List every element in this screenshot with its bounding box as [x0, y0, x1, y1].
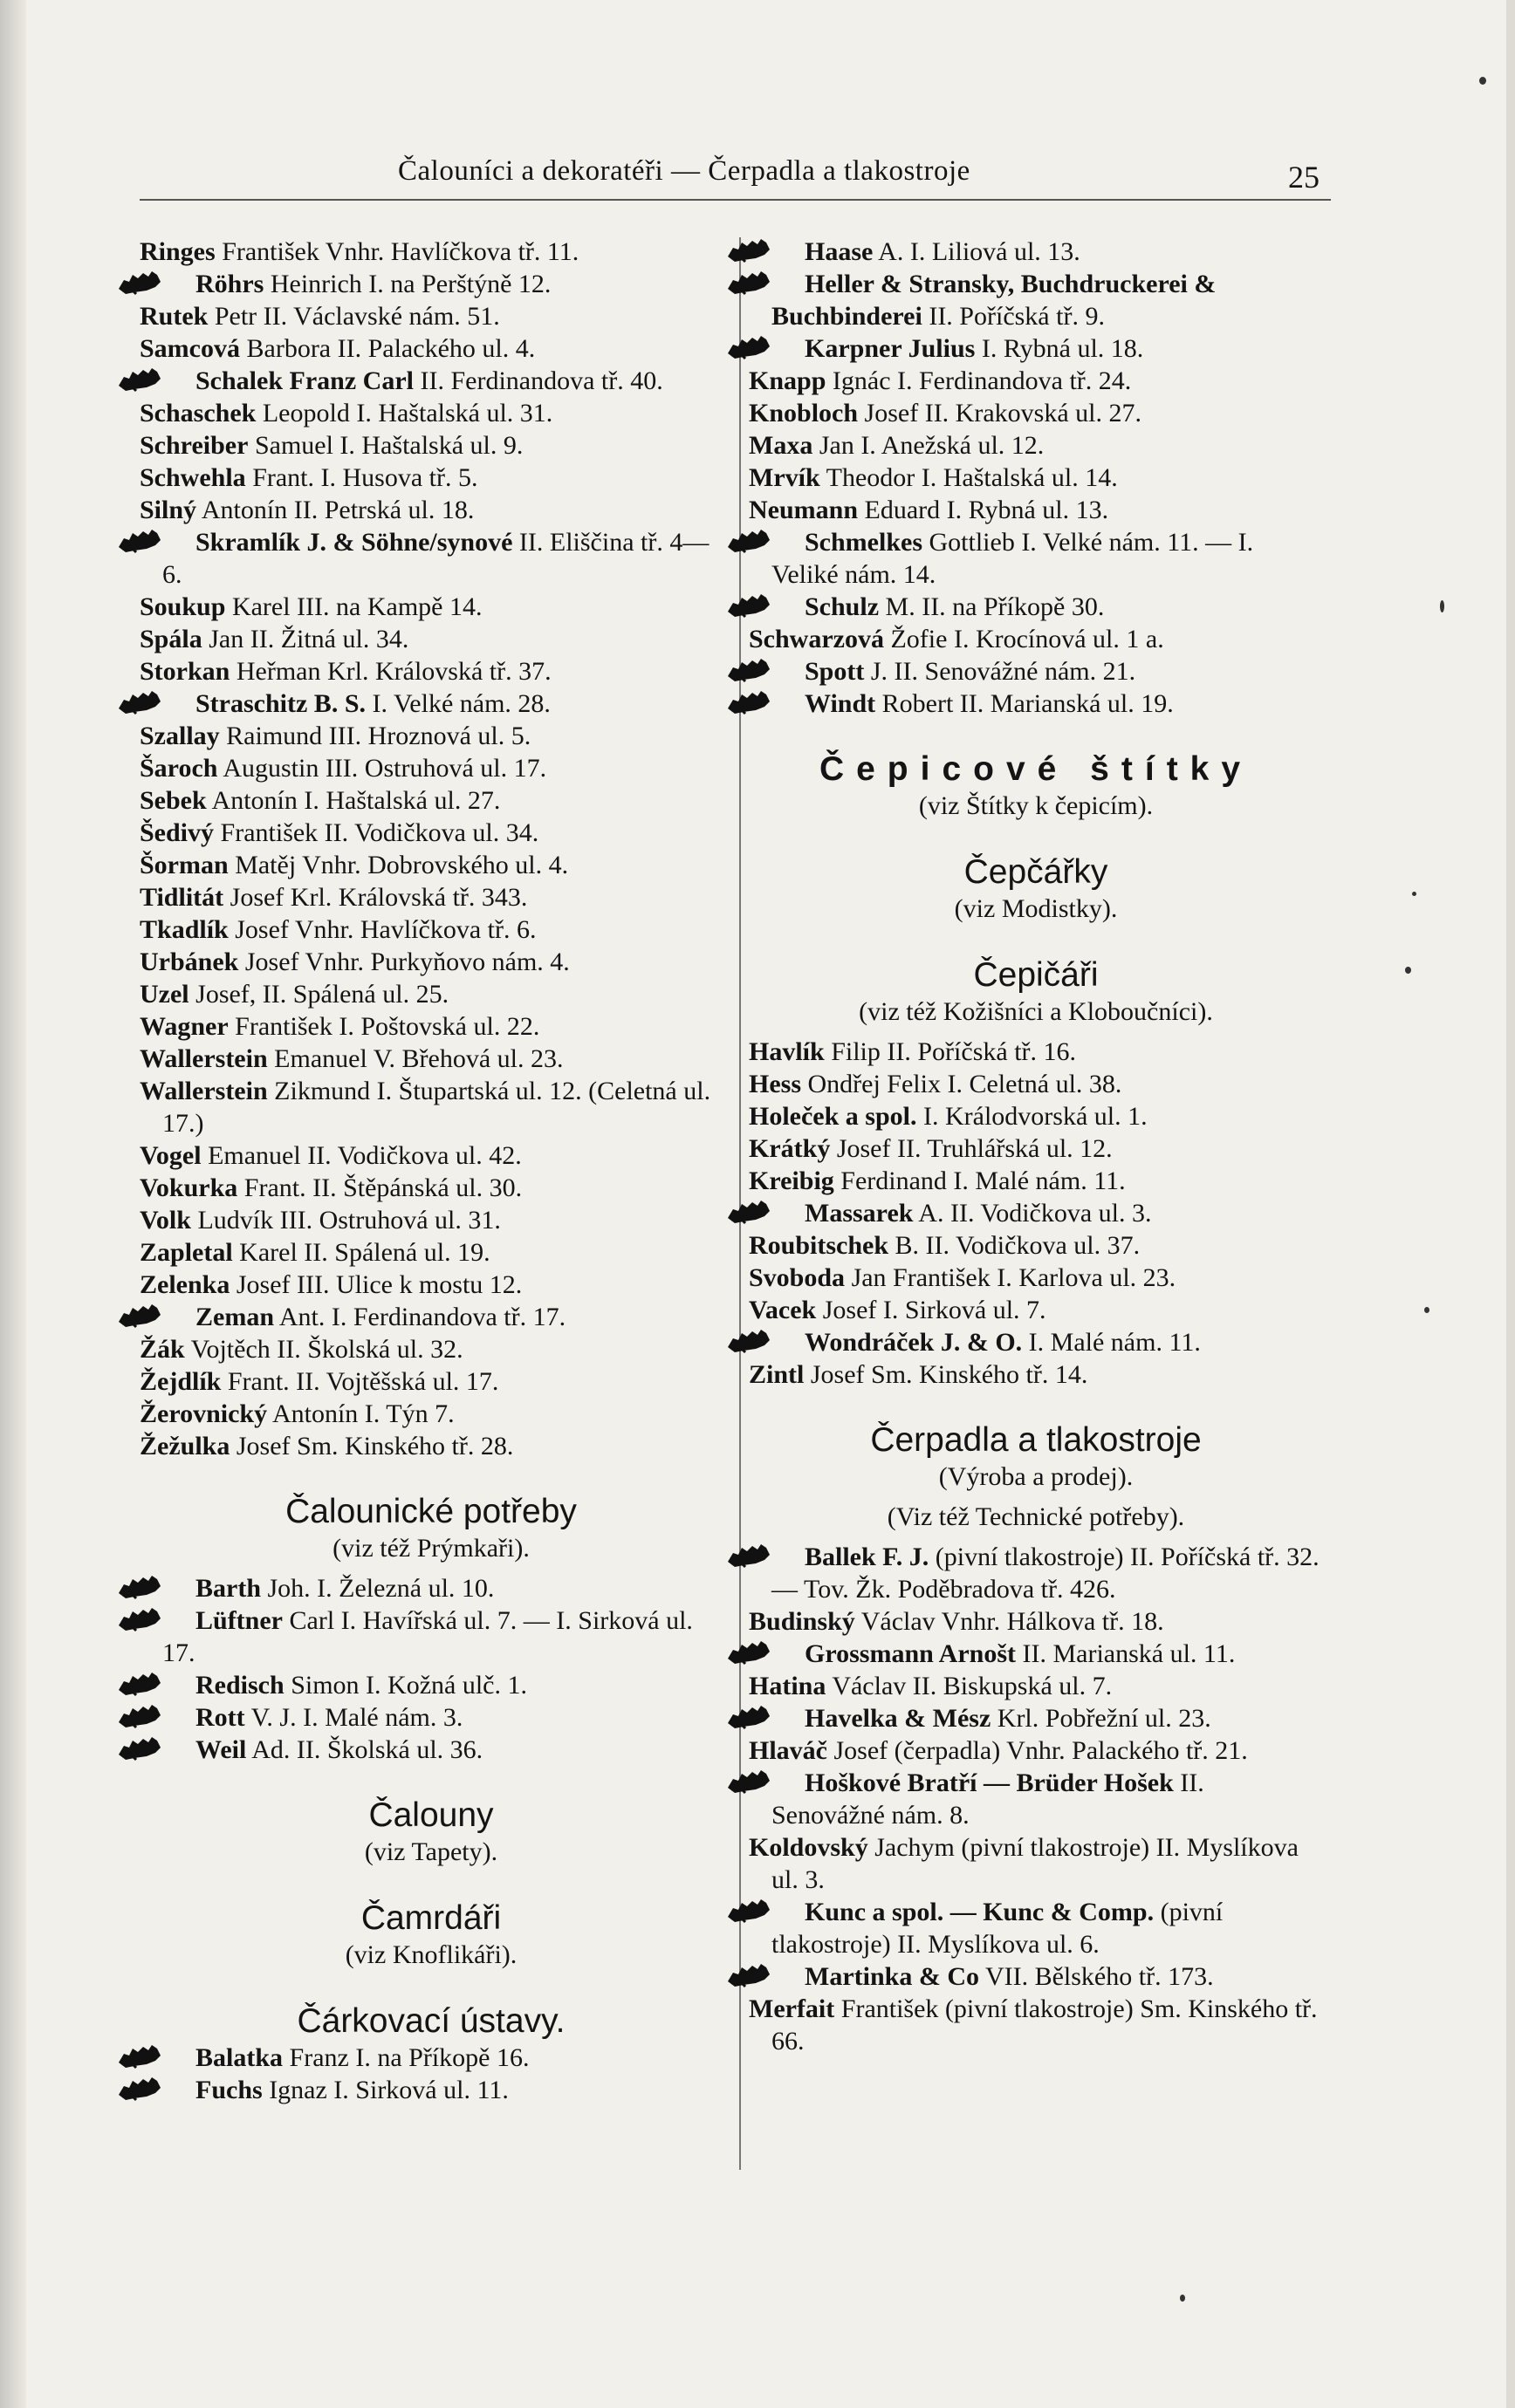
entry-address: Antonín I. Týn 7.: [267, 1399, 455, 1428]
page-number: 25: [1288, 160, 1320, 195]
pointing-hand-icon: [140, 528, 187, 554]
entry-address: Zikmund I. Štupartská ul. 12. (Celetná ul. 17.): [162, 1077, 711, 1138]
entry-address: Filip II. Poříčská tř. 16.: [824, 1037, 1077, 1066]
entry-name: Kunc a spol. — Kunc & Comp.: [805, 1898, 1155, 1926]
pointing-hand-icon: [140, 1703, 187, 1729]
entry-address: Ant. I. Ferdinandova tř. 17.: [274, 1303, 566, 1331]
directory-entry: [749, 623, 1323, 655]
entry-address: A. II. Vodičkova ul. 3.: [913, 1199, 1152, 1228]
directory-entry: [749, 1993, 1323, 2057]
pointing-hand-icon: [749, 689, 796, 715]
directory-entry: [140, 494, 723, 526]
directory-entry: [140, 688, 723, 720]
left-column: [140, 236, 723, 2106]
entry-name: Hlaváč: [749, 1736, 827, 1765]
entry-name: Schmelkes: [805, 528, 922, 557]
entry-name: Šaroch: [140, 754, 218, 783]
pointing-hand-icon: [749, 334, 796, 360]
directory-entry: [749, 1734, 1323, 1767]
entry-address: B. II. Vodičkova ul. 37.: [888, 1231, 1141, 1260]
entry-address: (pivní tlakostroje) II. Poříčská tř. 32. — Tov. Žk. Poděbradova tř. 426.: [771, 1543, 1320, 1604]
entry-name: Vokurka: [140, 1173, 238, 1202]
entry-address: Theodor I. Haštalská ul. 14.: [819, 463, 1118, 492]
directory-entry: [749, 1831, 1323, 1896]
entry-address: Barbora II. Palackého ul. 4.: [240, 334, 536, 363]
directory-entry: [140, 1043, 723, 1075]
entry-address: Josef Sm. Kinského tř. 28.: [230, 1432, 514, 1461]
pointing-hand-icon: [749, 528, 796, 554]
entry-address: II. Poříčská tř. 9.: [922, 302, 1105, 331]
directory-entry: [140, 365, 723, 397]
entry-address: Leopold I. Haštalská ul. 31.: [256, 399, 553, 428]
section-note: (viz též Prýmkaři).: [332, 1534, 530, 1563]
entry-name: Žejdlík: [140, 1367, 222, 1396]
page-header: [140, 155, 1344, 195]
directory-entry: [140, 1204, 723, 1236]
directory-entry: [140, 1572, 723, 1604]
entry-name: Storkan: [140, 657, 230, 686]
entry-address: Ignác I. Ferdinandova tř. 24.: [826, 366, 1132, 395]
entry-address: J. II. Senovážné nám. 21.: [864, 657, 1136, 686]
directory-entry: [749, 1541, 1323, 1605]
entry-name: Ringes: [140, 237, 216, 266]
entry-address: František II. Vodičkova ul. 34.: [214, 818, 539, 847]
pointing-hand-icon: [140, 1574, 187, 1600]
entry-address: Jan I. Anežská ul. 12.: [812, 431, 1045, 460]
print-speck: [1424, 1307, 1429, 1313]
entry-address: II. Senovážné nám. 8.: [771, 1768, 1204, 1830]
entry-name: Windt: [805, 689, 876, 718]
entry-name: Zintl: [749, 1360, 805, 1389]
entry-name: Zelenka: [140, 1270, 230, 1299]
entry-address: Emanuel V. Břehová ul. 23.: [267, 1044, 564, 1073]
section-note: (viz Modistky).: [954, 894, 1118, 923]
entry-address: František Vnhr. Havlíčkova tř. 11.: [215, 237, 579, 266]
entry-name: Karpner Julius: [805, 334, 976, 363]
directory-entry: [140, 1701, 723, 1734]
entry-address: Simon I. Kožná ulč. 1.: [284, 1671, 527, 1700]
right-column: [749, 236, 1323, 2057]
entry-address: Antonín I. Haštalská ul. 27.: [206, 786, 501, 815]
entry-address: VII. Bělského tř. 173.: [978, 1962, 1214, 1991]
entry-name: Spála: [140, 625, 202, 653]
pointing-hand-icon: [749, 1543, 796, 1569]
entry-name: Spott: [805, 657, 865, 686]
directory-entry: [749, 1068, 1323, 1100]
entry-name: Volk: [140, 1206, 191, 1235]
print-speck: [1180, 2295, 1185, 2302]
entry-address: Matěj Vnhr. Dobrovského ul. 4.: [228, 851, 569, 879]
directory-entry: [749, 1197, 1323, 1229]
pointing-hand-icon: [140, 1606, 187, 1632]
entry-address: Emanuel II. Vodičkova ul. 42.: [201, 1141, 522, 1170]
directory-entry: [140, 752, 723, 784]
entry-address: Carl I. Havířská ul. 7. — I. Sirková ul. 17.: [162, 1606, 693, 1667]
entry-name: Soukup: [140, 592, 226, 621]
entry-name: Rutek: [140, 302, 209, 331]
print-speck: [1479, 77, 1486, 85]
directory-entry: [140, 526, 723, 591]
directory-entry: [140, 1010, 723, 1043]
directory-entry: [749, 1605, 1323, 1638]
pointing-hand-icon: [749, 1639, 796, 1666]
entry-address: V. J. I. Malé nám. 3.: [244, 1703, 463, 1732]
pointing-hand-icon: [749, 657, 796, 683]
entry-address: Krl. Pobřežní ul. 23.: [991, 1704, 1211, 1733]
entry-address: I. Králodvorská ul. 1.: [916, 1102, 1148, 1131]
entry-address: Josef (čerpadla) Vnhr. Palackého tř. 21.: [827, 1736, 1248, 1765]
directory-entry: [749, 365, 1323, 397]
directory-entry: [749, 494, 1323, 526]
entry-address: Ferdinand I. Malé nám. 11.: [833, 1166, 1126, 1195]
entry-address: Frant. I. Husova tř. 5.: [245, 463, 478, 492]
entry-name: Schreiber: [140, 431, 249, 460]
entry-name: Žák: [140, 1335, 185, 1364]
directory-entry: [749, 429, 1323, 462]
directory-entry: [749, 1132, 1323, 1165]
entry-address: Franz I. na Příkopě 16.: [283, 2043, 530, 2072]
entry-address: Heřman Krl. Královská tř. 37.: [230, 657, 552, 686]
directory-entry: [140, 849, 723, 881]
directory-entry: [749, 526, 1323, 591]
directory-entry: [140, 300, 723, 332]
entry-name: Maxa: [749, 431, 813, 460]
entry-address: Vojtěch II. Školská ul. 32.: [184, 1335, 463, 1364]
entry-address: (pivní tlakostroje) II. Myslíkova ul. 6.: [771, 1898, 1224, 1959]
directory-entry: [140, 1398, 723, 1430]
entry-address: Josef Vnhr. Purkyňovo nám. 4.: [238, 947, 570, 976]
directory-entry: [749, 397, 1323, 429]
directory-entry: [749, 268, 1323, 332]
entry-address: Josef, II. Spálená ul. 25.: [189, 980, 449, 1009]
entry-address: Samuel I. Haštalská ul. 9.: [248, 431, 524, 460]
pointing-hand-icon: [140, 1735, 187, 1762]
section-note: (Viz též Technické potřeby).: [887, 1502, 1185, 1531]
entry-name: Havlík: [749, 1037, 825, 1066]
pointing-hand-icon: [140, 2043, 187, 2069]
directory-entry: [140, 1075, 723, 1139]
entry-name: Szallay: [140, 722, 220, 750]
directory-entry: [140, 1365, 723, 1398]
pointing-hand-icon: [749, 1962, 796, 1988]
page-binding-shadow: [0, 0, 26, 2408]
entry-name: Röhrs: [195, 270, 264, 298]
directory-entry: [749, 1036, 1323, 1068]
entry-name: Straschitz B. S.: [195, 689, 366, 718]
entry-name: Vogel: [140, 1141, 202, 1170]
directory-entry: [140, 332, 723, 365]
directory-entry: [140, 881, 723, 913]
entry-name: Skramlík J. & Söhne/synové: [195, 528, 513, 557]
section-note: (viz Tapety).: [364, 1837, 498, 1866]
pointing-hand-icon: [749, 1898, 796, 1924]
entry-address: František (pivní tlakostroje) Sm. Kinského tř. 66.: [771, 1994, 1318, 2056]
directory-entry: [749, 1326, 1323, 1358]
section-title: Čepčářky: [963, 853, 1108, 891]
pointing-hand-icon: [749, 1328, 796, 1354]
entry-address: Josef Krl. Královská tř. 343.: [223, 883, 528, 912]
entry-name: Grossmann Arnošt: [805, 1639, 1016, 1668]
entry-address: Gottlieb I. Velké nám. 11. — I. Veliké nám. 14.: [771, 528, 1254, 589]
entry-address: Raimund III. Hroznová ul. 5.: [219, 722, 531, 750]
directory-entry: [140, 817, 723, 849]
directory-entry: [749, 1767, 1323, 1831]
entry-name: Massarek: [805, 1199, 914, 1228]
directory-entry: [140, 1172, 723, 1204]
entry-name: Rott: [195, 1703, 245, 1732]
directory-entry: [140, 591, 723, 623]
entry-address: Jachym (pivní tlakostroje) II. Myslíkova ul. 3.: [771, 1833, 1299, 1894]
entry-name: Merfait: [749, 1994, 835, 2023]
directory-entry: [749, 1262, 1323, 1294]
entry-address: Josef II. Krakovská ul. 27.: [858, 399, 1141, 428]
entry-address: Ad. II. Školská ul. 36.: [246, 1735, 483, 1764]
entry-name: Wondráček J. & O.: [805, 1328, 1023, 1357]
entry-name: Wagner: [140, 1012, 229, 1041]
entry-name: Schalek Franz Carl: [195, 366, 414, 395]
directory-entry: [140, 913, 723, 946]
entry-name: Schwarzová: [749, 625, 884, 653]
entry-address: Ignaz I. Sirková ul. 11.: [262, 2076, 509, 2104]
section-note: (viz Knoflikáři).: [345, 1940, 518, 1969]
entry-address: Ondřej Felix I. Celetná ul. 38.: [801, 1070, 1122, 1098]
entry-name: Silný: [140, 496, 197, 524]
entry-address: Josef Vnhr. Havlíčkova tř. 6.: [228, 915, 537, 944]
header-rule: [140, 199, 1331, 201]
directory-entry: [749, 1638, 1323, 1670]
entry-name: Knapp: [749, 366, 826, 395]
entry-name: Zeman: [195, 1303, 274, 1331]
entry-name: Havelka & Mész: [805, 1704, 991, 1733]
entry-name: Ballek F. J.: [805, 1543, 929, 1571]
directory-entry: [140, 462, 723, 494]
directory-entry: [140, 1430, 723, 1462]
pointing-hand-icon: [140, 270, 187, 296]
entry-name: Roubitschek: [749, 1231, 889, 1260]
section-note: (Výroba a prodej).: [938, 1462, 1134, 1491]
section-title: Čamrdáři: [360, 1899, 502, 1937]
entry-address: Heinrich I. na Perštýně 12.: [264, 270, 552, 298]
entry-name: Barth: [195, 1574, 261, 1603]
directory-entry: [140, 655, 723, 688]
entry-address: M. II. na Příkopě 30.: [879, 592, 1105, 621]
entry-name: Sebek: [140, 786, 207, 815]
entry-name: Holeček a spol.: [749, 1102, 917, 1131]
directory-entry: [140, 268, 723, 300]
entry-address: Josef III. Ulice k mostu 12.: [230, 1270, 523, 1299]
directory-entry: [140, 1269, 723, 1301]
entry-address: Žofie I. Krocínová ul. 1 a.: [883, 625, 1164, 653]
entry-address: Josef I. Sirková ul. 7.: [816, 1296, 1046, 1324]
entry-address: Joh. I. Železná ul. 10.: [261, 1574, 495, 1603]
pointing-hand-icon: [749, 1199, 796, 1225]
section-title: Čárkovací ústavy.: [297, 2002, 566, 2040]
entry-name: Lüftner: [195, 1606, 283, 1635]
directory-entry: [140, 397, 723, 429]
entry-name: Balatka: [195, 2043, 284, 2072]
entry-address: Petr II. Václavské nám. 51.: [208, 302, 500, 331]
section-title: Čerpadla a tlakostroje: [870, 1421, 1202, 1459]
entry-name: Martinka & Co: [805, 1962, 979, 1991]
entry-address: A. I. Liliová ul. 13.: [873, 237, 1080, 266]
directory-entry: [749, 1100, 1323, 1132]
directory-entry: [140, 978, 723, 1010]
section-title: Čepičáři: [973, 956, 1099, 994]
directory-entry: [140, 1333, 723, 1365]
print-speck: [1440, 600, 1444, 612]
directory-entry: [749, 1702, 1323, 1734]
entry-address: Josef II. Truhlářská ul. 12.: [830, 1134, 1113, 1163]
pointing-hand-icon: [140, 1671, 187, 1697]
entry-address: Frant. II. Vojtěšská ul. 17.: [221, 1367, 499, 1396]
entry-address: Robert II. Marianská ul. 19.: [875, 689, 1174, 718]
directory-entry: [140, 1604, 723, 1669]
entry-name: Heller & Stransky, Buchdruckerei & Buchbinderei: [771, 270, 1217, 331]
entry-address: I. Rybná ul. 18.: [975, 334, 1144, 363]
entry-name: Fuchs: [195, 2076, 263, 2104]
entry-name: Schwehla: [140, 463, 246, 492]
print-speck: [1412, 892, 1416, 896]
directory-entry: [749, 462, 1323, 494]
entry-name: Koldovský: [749, 1833, 868, 1862]
pointing-hand-icon: [749, 592, 796, 619]
entry-name: Tkadlík: [140, 915, 229, 944]
section-title: Čalouny: [368, 1796, 494, 1834]
pointing-hand-icon: [140, 2076, 187, 2102]
page-edge: [1506, 0, 1515, 2408]
entry-address: II. Marianská ul. 11.: [1016, 1639, 1236, 1668]
entry-name: Žerovnický: [140, 1399, 268, 1428]
entry-name: Hatina: [749, 1672, 826, 1700]
entry-name: Krátký: [749, 1134, 831, 1163]
running-title: Čalouníci a dekoratéři — Čerpadla a tlakostroje: [398, 155, 970, 187]
directory-entry: [749, 688, 1323, 720]
entry-address: I. Malé nám. 11.: [1022, 1328, 1201, 1357]
entry-name: Uzel: [140, 980, 189, 1009]
pointing-hand-icon: [749, 270, 796, 296]
directory-entry: [749, 1294, 1323, 1326]
directory-entry: [140, 1139, 723, 1172]
entry-address: Antonín II. Petrská ul. 18.: [196, 496, 475, 524]
directory-entry: [749, 332, 1323, 365]
directory-entry: [749, 1896, 1323, 1960]
entry-address: Augustin III. Ostruhová ul. 17.: [217, 754, 547, 783]
entry-address: II. Ferdinandova tř. 40.: [413, 366, 663, 395]
entry-name: Samcová: [140, 334, 240, 363]
directory-entry: [749, 655, 1323, 688]
entry-name: Wallerstein: [140, 1077, 268, 1105]
pointing-hand-icon: [749, 1768, 796, 1795]
entry-address: Ludvík III. Ostruhová ul. 31.: [190, 1206, 501, 1235]
entry-name: Hess: [749, 1070, 801, 1098]
entry-address: Karel II. Spálená ul. 19.: [232, 1238, 490, 1267]
directory-entry: [749, 1229, 1323, 1262]
directory-entry: [140, 720, 723, 752]
entry-address: Václav II. Biskupská ul. 7.: [826, 1672, 1113, 1700]
entry-name: Svoboda: [749, 1263, 846, 1292]
entry-name: Schaschek: [140, 399, 257, 428]
directory-entry: [140, 1734, 723, 1766]
entry-address: Josef Sm. Kinského tř. 14.: [804, 1360, 1088, 1389]
pointing-hand-icon: [749, 237, 796, 263]
entry-name: Kreibig: [749, 1166, 834, 1195]
entry-address: Frant. II. Štěpánská ul. 30.: [237, 1173, 523, 1202]
directory-entry: [749, 1670, 1323, 1702]
directory-entry: [140, 623, 723, 655]
entry-name: Mrvík: [749, 463, 820, 492]
entry-name: Hoškové Bratří — Brüder Hošek: [805, 1768, 1174, 1797]
directory-entry: [140, 429, 723, 462]
entry-name: Žežulka: [140, 1432, 230, 1461]
directory-entry: [749, 1358, 1323, 1391]
entry-name: Wallerstein: [140, 1044, 268, 1073]
directory-entry: [749, 236, 1323, 268]
directory-entry: [140, 784, 723, 817]
entry-name: Knobloch: [749, 399, 859, 428]
entry-address: II. Eliščina tř. 4—6.: [162, 528, 710, 589]
section-title: Čepicové štítky: [819, 750, 1253, 788]
print-speck: [1405, 967, 1411, 974]
directory-entry: [749, 1960, 1323, 1993]
pointing-hand-icon: [749, 1704, 796, 1730]
entry-name: Schulz: [805, 592, 880, 621]
entry-name: Urbánek: [140, 947, 239, 976]
entry-address: I. Velké nám. 28.: [366, 689, 551, 718]
directory-entry: [140, 1669, 723, 1701]
directory-entry: [749, 1165, 1323, 1197]
section-note: (viz Štítky k čepicím).: [918, 791, 1154, 820]
section-note: (viz též Kožišníci a Kloboučníci).: [859, 997, 1213, 1026]
directory-entry: [140, 2074, 723, 2106]
entry-name: Šorman: [140, 851, 229, 879]
entry-address: Jan II. Žitná ul. 34.: [202, 625, 409, 653]
pointing-hand-icon: [140, 689, 187, 715]
entry-address: Jan František I. Karlova ul. 23.: [845, 1263, 1176, 1292]
entry-address: František I. Poštovská ul. 22.: [228, 1012, 540, 1041]
entry-name: Redisch: [195, 1671, 284, 1700]
entry-address: Václav Vnhr. Hálkova tř. 18.: [854, 1607, 1164, 1636]
entry-name: Vacek: [749, 1296, 817, 1324]
directory-entry: [140, 1301, 723, 1333]
entry-name: Zapletal: [140, 1238, 233, 1267]
entry-name: Budinský: [749, 1607, 855, 1636]
entry-name: Weil: [195, 1735, 247, 1764]
entry-name: Neumann: [749, 496, 859, 524]
pointing-hand-icon: [140, 1303, 187, 1329]
entry-name: Tidlitát: [140, 883, 224, 912]
entry-name: Šedivý: [140, 818, 215, 847]
entry-name: Haase: [805, 237, 874, 266]
directory-entry: [749, 591, 1323, 623]
directory-entry: [140, 236, 723, 268]
directory-entry: [140, 2042, 723, 2074]
directory-entry: [140, 946, 723, 978]
entry-address: Eduard I. Rybná ul. 13.: [858, 496, 1109, 524]
directory-entry: [140, 1236, 723, 1269]
entry-address: Karel III. na Kampě 14.: [225, 592, 483, 621]
section-title: Čalounické potřeby: [285, 1493, 577, 1530]
pointing-hand-icon: [140, 366, 187, 393]
